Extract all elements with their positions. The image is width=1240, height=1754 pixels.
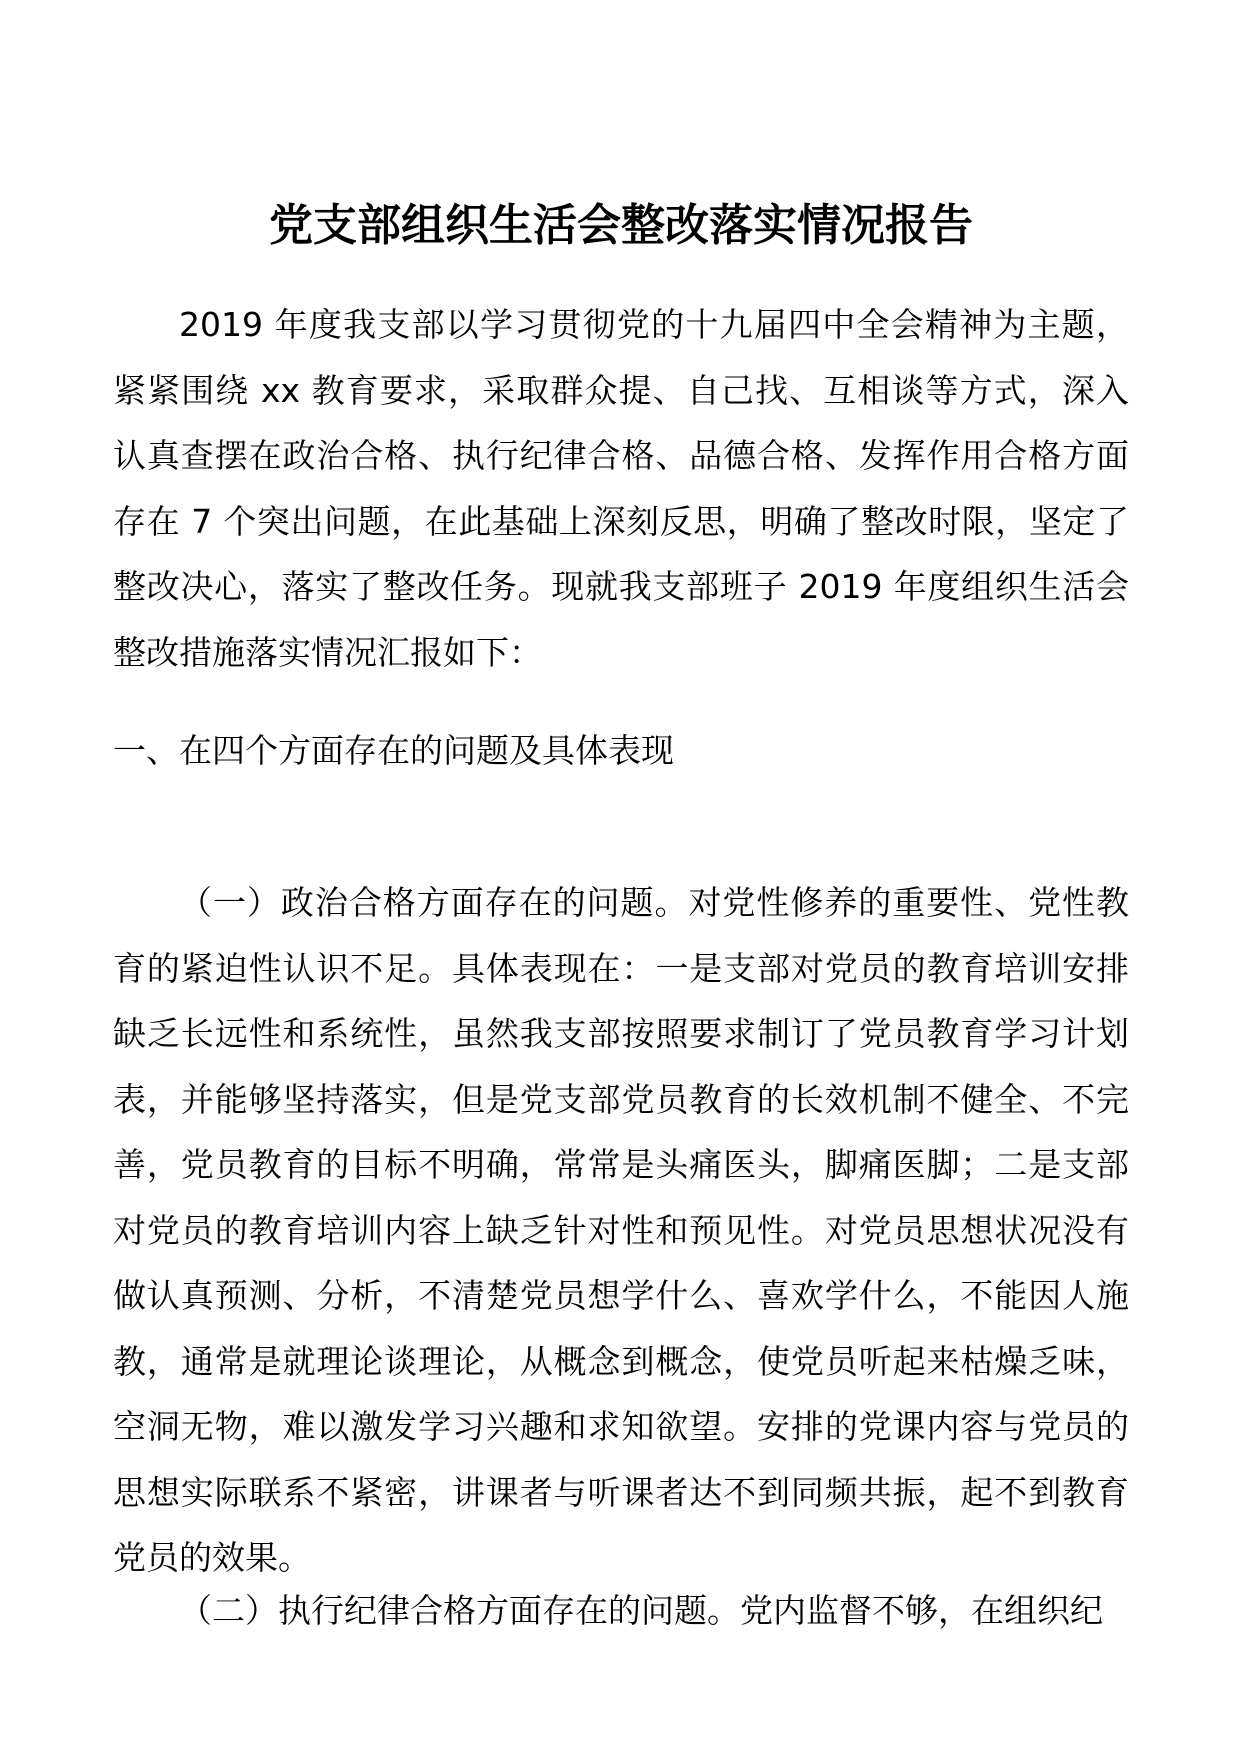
political-issues-paragraph: （一）政治合格方面存在的问题。对党性修养的重要性、党性教育的紧迫性认识不足。具体表现在：一是支部对党员的教育培训安排缺乏长远性和系统性，虽然我支部按照要求制订了党员教育学习计划表，并能够坚持落实，但是党支部党员教育的长效机制不健全、不完善，党员教育的目标不明确，常常是头痛医头，脚痛医脚；二是支部对党员的教育培训内容上缺乏针对性和预见性。对党员思想状况没有做认真预测、分析，不清楚党员想学什么、喜欢学什么，不能因人施教，通常是就理论谈理论，从概念到概念，使党员听起来枯燥乏味，空洞无物，难以激发学习兴趣和求知欲望。安排的党课内容与党员的思想实际联系不紧密，讲课者与听课者达不到同频共振，起不到教育党员的效果。 [113, 883, 1129, 1577]
discipline-issues-paragraph: （二）执行纪律合格方面存在的问题。党内监督不够，在组织纪 [179, 1591, 1103, 1630]
document-title: 党支部组织生活会整改落实情况报告 [269, 200, 973, 251]
intro-paragraph: 2019 年度我支部以学习贯彻党的十九届四中全会精神为主题，紧紧围绕 xx 教育要求，采取群众提、自己找、互相谈等方式，深入认真查摆在政治合格、执行纪律合格、品德合格、发挥作用合格方面存在 7 个突出问题，在此基础上深刻反思，明确了整改时限，坚定了整改决心，落实了整改任务。现就我支部班子 2019 年度组织生活会整改措施落实情况汇报如下： [113, 305, 1129, 672]
section-heading-1: 一、在四个方面存在的问题及具体表现 [113, 731, 674, 770]
